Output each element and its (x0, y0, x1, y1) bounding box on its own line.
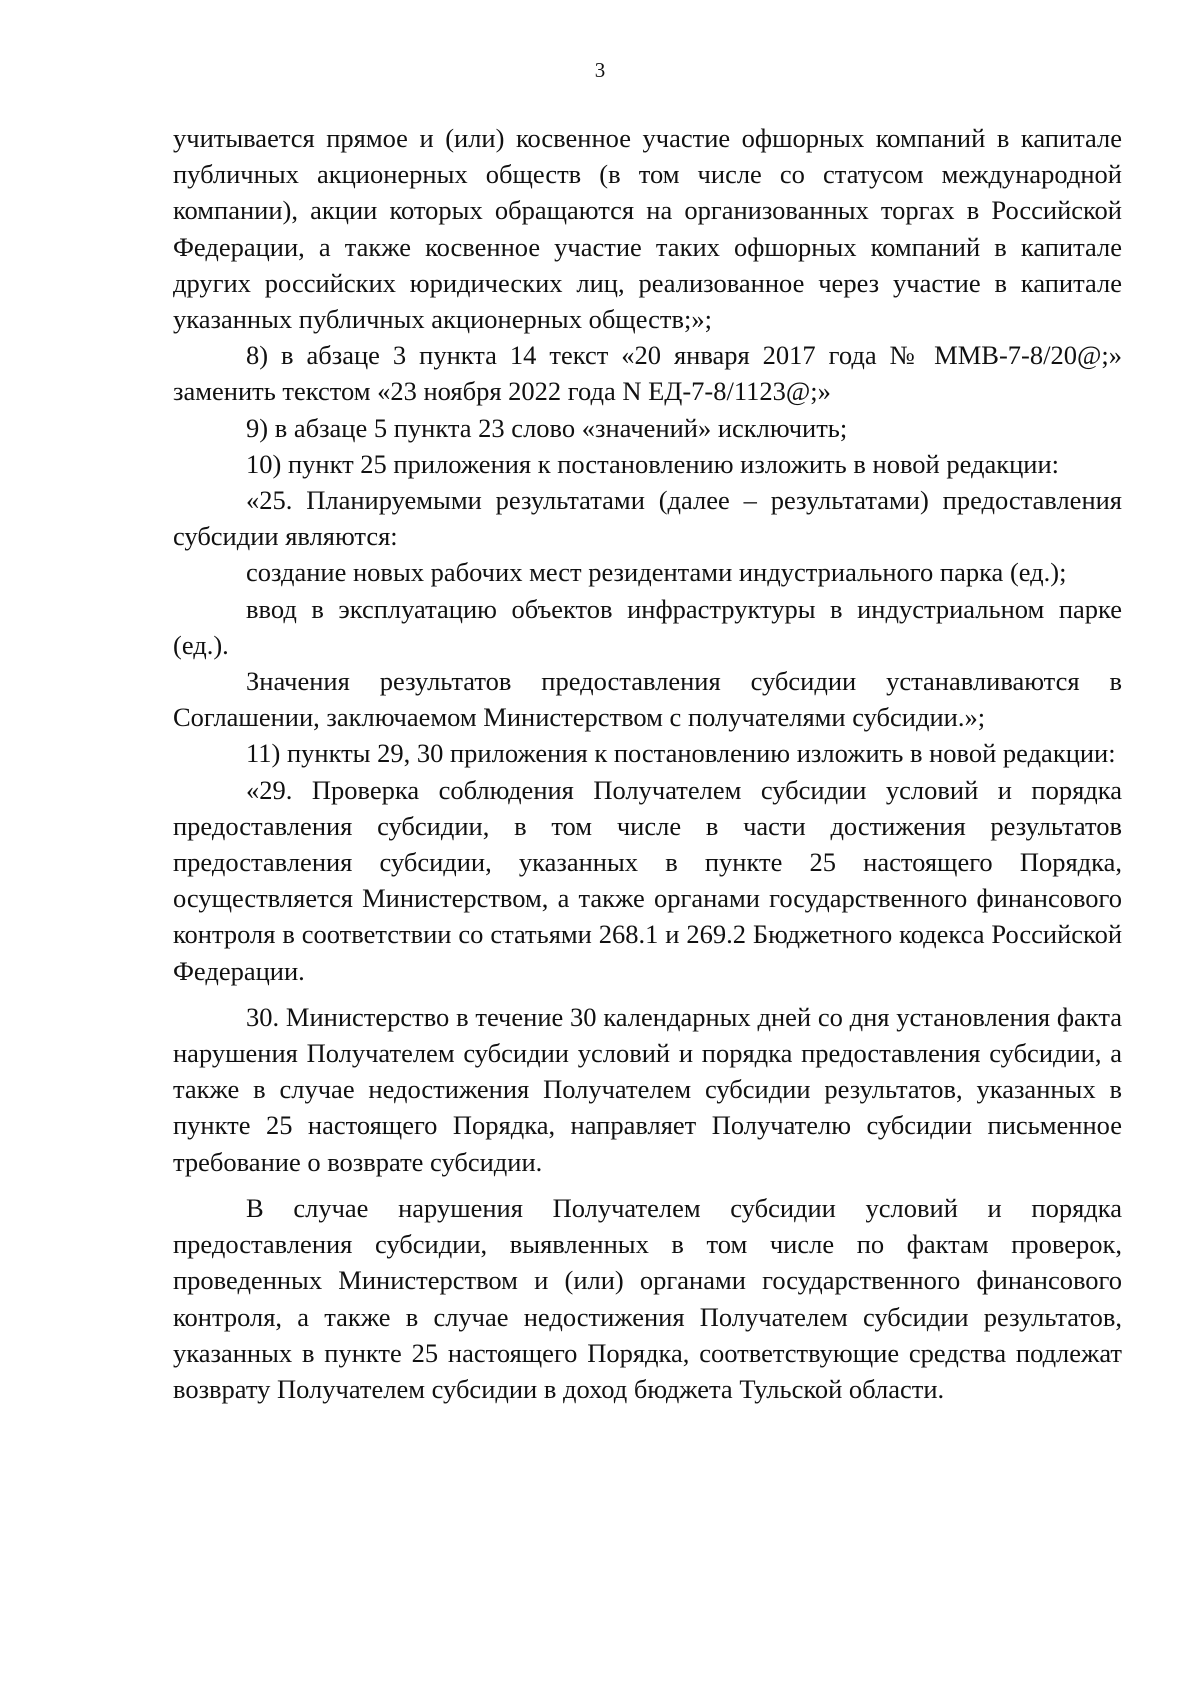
paragraph-clause-30: 30. Министерство в течение 30 календарных дней со дня установления факта нарушения Получателем субсидии условий и порядка предоставления субсидии, а также в случае недостижения Получателем субсидии результатов, указанных в пункте 25 настоящего Порядка, направляет Получателю субсидии письменное требование о возврате субсидии. (173, 1001, 1122, 1177)
paragraph-item-8: 8) в абзаце 3 пункта 14 текст «20 января 2017 года № ММВ-7-8/20@;» заменить текстом «23 ноября 2022 года N ЕД-7-8/1123@;» (173, 340, 1122, 407)
paragraph-clause-25: «25. Планируемыми результатами (далее – результатами) предоставления субсидии являются: (173, 485, 1122, 552)
paragraph-refund-case: В случае нарушения Получателем субсидии условий и порядка предоставления субсидии, выявленных в том числе по фактам проверок, проведенных Министерством и (или) органами государственного финансового контроля, а также в случае недостижения Получателем субсидии результатов, указанных в пункте 25 настоящего Порядка, соответствующие средства подлежат возврату Получателем субсидии в доход бюджета Тульской области. (173, 1192, 1122, 1404)
paragraph-result-infrastructure: ввод в эксплуатацию объектов инфраструктуры в индустриальном парке (ед.). (173, 593, 1122, 660)
paragraph-item-9: 9) в абзаце 5 пункта 23 слово «значений» исключить; (246, 412, 848, 443)
paragraph-clause-29: «29. Проверка соблюдения Получателем субсидии условий и порядка предоставления субсидии, в том числе в части достижения результатов предоставления субсидии, указанных в пункте 25 настоящего Порядка, осуществляется Министерством, а также органами государственного финансового контроля в соответствии со статьями 268.1 и 269.2 Бюджетного кодекса Российской Федерации. (173, 774, 1122, 986)
document-body (173, 120, 1122, 1407)
paragraph-item-11: 11) пункты 29, 30 приложения к постановлению изложить в новой редакции: (246, 738, 1116, 769)
paragraph-continuation: учитывается прямое и (или) косвенное участие офшорных компаний в капитале публичных акционерных обществ (в том числе со статусом международной компании), акции которых обращаются на организованных торгах в Российской Федерации, а также косвенное участие таких офшорных компаний в капитале других российских юридических лиц, реализованное через участие в капитале указанных публичных акционерных обществ;»; (173, 123, 1122, 335)
paragraph-item-10: 10) пункт 25 приложения к постановлению изложить в новой редакции: (246, 448, 1060, 479)
paragraph-result-jobs: создание новых рабочих мест резидентами индустриального парка (ед.); (246, 557, 1067, 588)
page-number: 3 (594, 58, 606, 82)
paragraph-result-values: Значения результатов предоставления субсидии устанавливаются в Соглашении, заключаемом Министерством с получателями субсидии.»; (173, 666, 1122, 733)
